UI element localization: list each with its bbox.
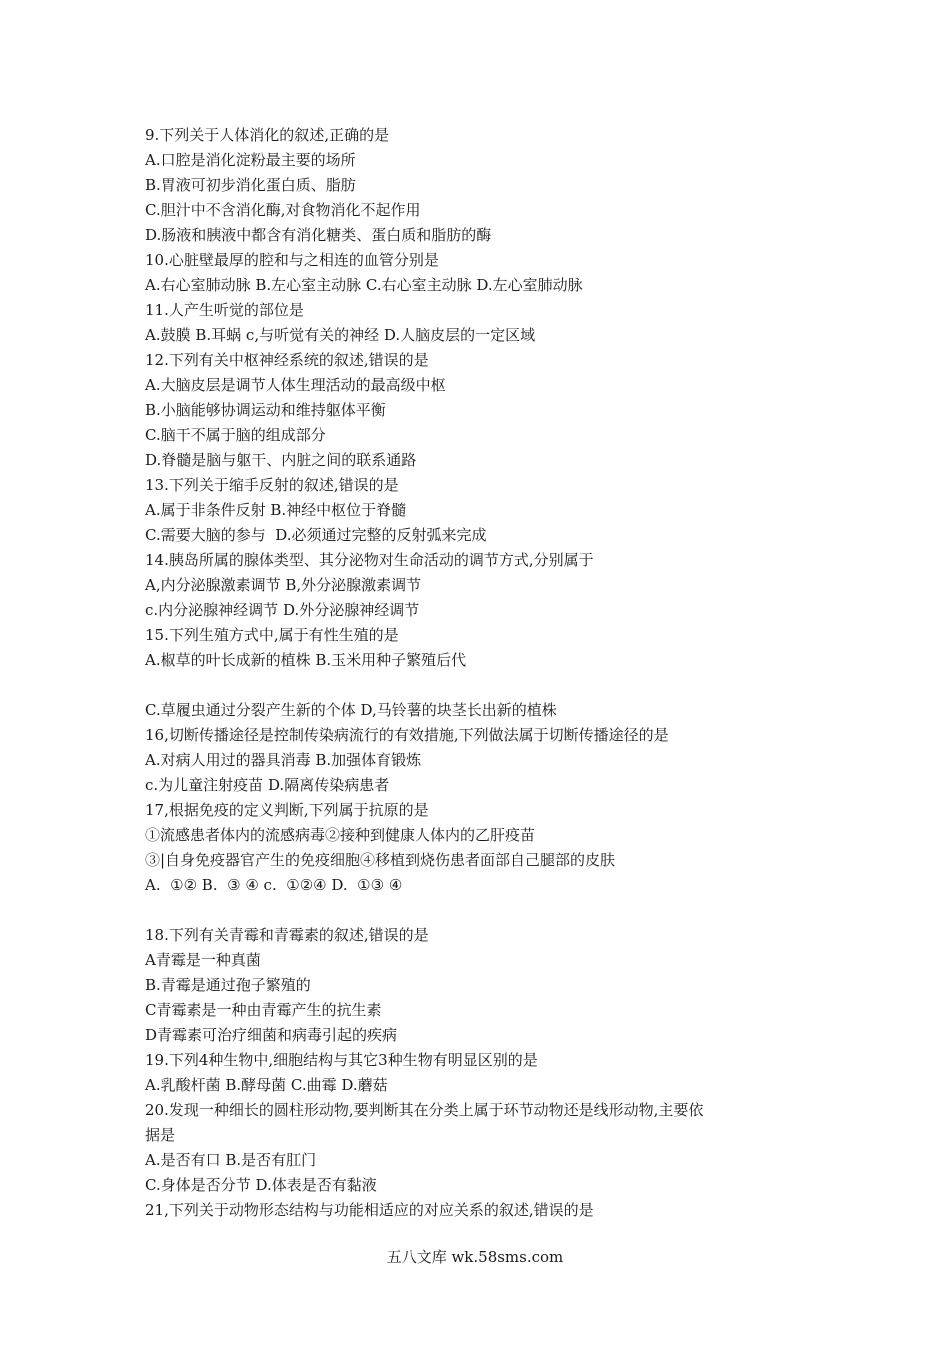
text-line: 18.下列有关青霉和青霉素的叙述,错误的是 (145, 926, 429, 944)
text-line: D.脊髓是脑与躯干、内脏之间的联系通路 (145, 451, 417, 469)
text-line: C.脑干不属于脑的组成部分 (145, 426, 326, 444)
text-line: 13.下列关于缩手反射的叙述,错误的是 (145, 476, 399, 494)
text-line: 14.胰岛所属的腺体类型、其分泌物对生命活动的调节方式,分别属于 (145, 551, 594, 569)
text-line: A青霉是一种真菌 (145, 951, 261, 969)
blank-line (145, 898, 805, 923)
text-line: C.草履虫通过分裂产生新的个体 D,马铃薯的块茎长出新的植株 (145, 701, 557, 719)
text-line: 9.下列关于人体消化的叙述,正确的是 (145, 126, 390, 144)
text-line: c.为儿童注射疫苗 D.隔离传染病患者 (145, 776, 390, 794)
text-line: 11.人产生听觉的部位是 (145, 301, 304, 319)
text-line: B.青霉是通过孢子繁殖的 (145, 976, 311, 994)
text-line: ①流感患者体内的流感病毒②接种到健康人体内的乙肝疫苗 (145, 826, 536, 844)
text-line: 17,根据免疫的定义判断,下列属于抗原的是 (145, 801, 429, 819)
text-line: B.胃液可初步消化蛋白质、脂肪 (145, 176, 356, 194)
text-line: C.胆汁中不含消化酶,对食物消化不起作用 (145, 201, 421, 219)
text-line: 据是 (145, 1126, 176, 1144)
text-line: 21,下列关于动物形态结构与功能相适应的对应关系的叙述,错误的是 (145, 1201, 594, 1219)
text-line: D青霉素可治疗细菌和病毒引起的疾病 (145, 1026, 398, 1044)
text-line: 19.下列4种生物中,细胞结构与其它3种生物有明显区别的是 (145, 1051, 538, 1069)
text-line: 20.发现一种细长的圆柱形动物,要判断其在分类上属于环节动物还是线形动物,主要依 (145, 1101, 704, 1119)
text-line: C.身体是否分节 D.体表是否有黏液 (145, 1176, 377, 1194)
text-line: A.口腔是消化淀粉最主要的场所 (145, 151, 356, 169)
text-line: D.肠液和胰液中都含有消化糖类、蛋白质和脂肪的酶 (145, 226, 492, 244)
text-line: A.右心室肺动脉 B.左心室主动脉 C.右心室主动脉 D.左心室肺动脉 (145, 276, 583, 294)
question-text-block (145, 123, 805, 1223)
text-line: A.鼓膜 B.耳蜗 c,与听觉有关的神经 D.人脑皮层的一定区域 (145, 326, 536, 344)
blank-line (145, 673, 805, 698)
text-line: A.乳酸杆菌 B.酵母菌 C.曲霉 D.蘑菇 (145, 1076, 388, 1094)
text-line: 10.心脏壁最厚的腔和与之相连的血管分别是 (145, 251, 439, 269)
text-line: A.椒草的叶长成新的植株 B.玉米用种子繁殖后代 (145, 651, 467, 669)
text-line: B.小脑能够协调运动和维持躯体平衡 (145, 401, 386, 419)
text-line: 12.下列有关中枢神经系统的叙述,错误的是 (145, 351, 429, 369)
text-line: A.大脑皮层是调节人体生理活动的最高级中枢 (145, 376, 446, 394)
text-line: A.对病人用过的器具消毒 B.加强体育锻炼 (145, 751, 422, 769)
text-line: 15.下列生殖方式中,属于有性生殖的是 (145, 626, 399, 644)
text-line: ③|自身免疫器官产生的免疫细胞④移植到烧伤患者面部自己腿部的皮肤 (145, 851, 616, 869)
text-line: C青霉素是一种由青霉产生的抗生素 (145, 1001, 382, 1019)
text-line: c.内分泌腺神经调节 D.外分泌腺神经调节 (145, 601, 420, 619)
text-line: 16,切断传播途径是控制传染病流行的有效措施,下列做法属于切断传播途径的是 (145, 726, 669, 744)
text-line: A. ①② B. ③ ④ c. ①②④ D. ①③ ④ (145, 876, 403, 894)
text-line: A.属于非条件反射 B.神经中枢位于脊髓 (145, 501, 407, 519)
text-line: C.需要大脑的参与 D.必须通过完整的反射弧来完成 (145, 526, 487, 544)
text-line: A,内分泌腺激素调节 B,外分泌腺激素调节 (145, 576, 422, 594)
text-line: A.是否有口 B.是否有肛门 (145, 1151, 317, 1169)
footer-watermark: 五八文库 wk.58sms.com (386, 1248, 564, 1266)
